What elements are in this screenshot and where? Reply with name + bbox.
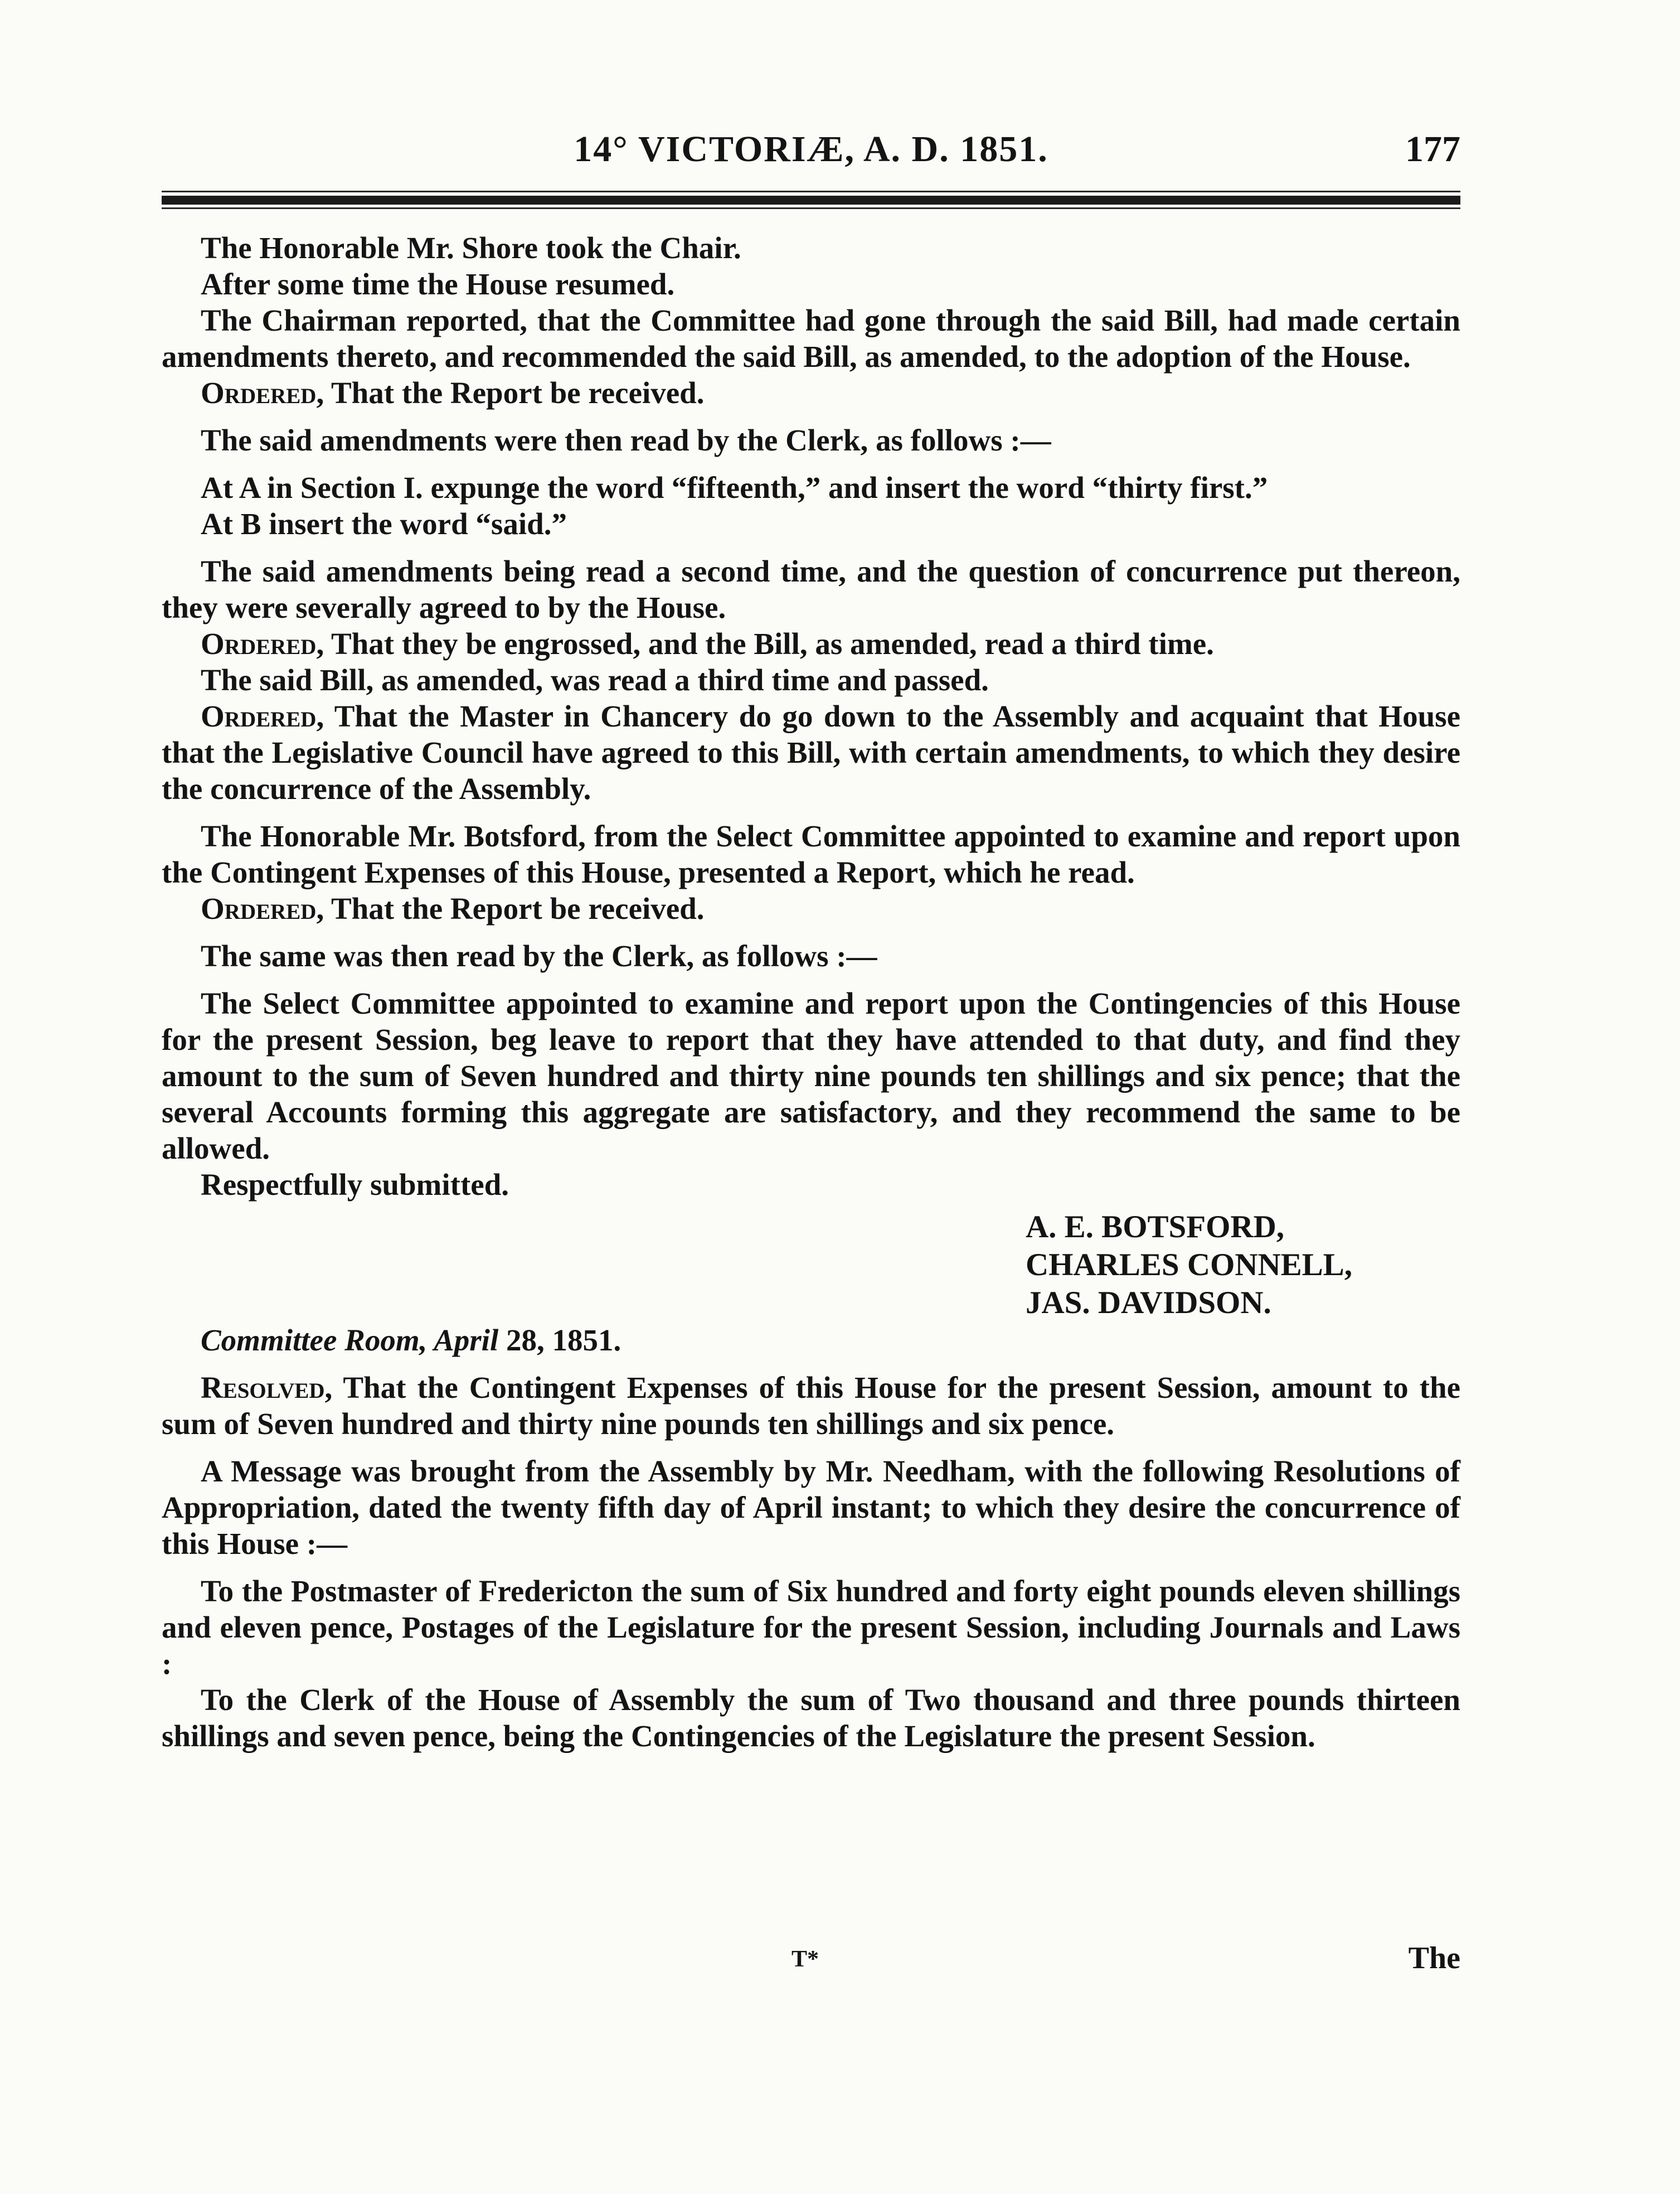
paragraph: The Honorable Mr. Botsford, from the Select Committee appointed to examine and report upon the Contingent Expenses of this House, presented a Report, which he read.	[162, 819, 1460, 889]
paragraph: Ordered, That they be engrossed, and the Bill, as amended, read a third time.	[201, 627, 1214, 661]
paragraph: Ordered, That the Report be received.	[201, 892, 705, 926]
paragraph: A Message was brought from the Assembly by Mr. Needham, with the following Resolutions of Appropriation, dated the twenty fifth day of April instant; to which they desire the concurrence of this House :—	[162, 1454, 1460, 1561]
paragraph: The Chairman reported, that the Committee had gone through the said Bill, had made certain amendments thereto, and recommended the said Bill, as amended, to the adoption of the House.	[162, 303, 1460, 374]
page-number: 177	[1405, 129, 1460, 169]
ordered-lead: Ordered,	[201, 627, 324, 661]
paragraph: To the Clerk of the House of Assembly the sum of Two thousand and three pounds thirteen shillings and seven pence, being the Contingencies of the Legislature the present Session.	[162, 1683, 1460, 1753]
paragraph: The same was then read by the Clerk, as follows :—	[201, 939, 877, 973]
signer: A. E. BOTSFORD,	[1026, 1209, 1284, 1244]
running-head: 14° VICTORIÆ, A. D. 1851.	[574, 129, 1048, 169]
header-rule-thin-bottom	[162, 207, 1460, 209]
report-dateline	[162, 1322, 1460, 1358]
paragraph: Resolved, That the Contingent Expenses of this House for the present Session, amount to the sum of Seven hundred and thirty nine pounds ten shillings and six pence.	[162, 1370, 1460, 1441]
respectfully-submitted: Respectfully submitted.	[201, 1168, 509, 1202]
paragraph: At B insert the word “said.”	[201, 507, 567, 541]
paragraph: Ordered, That the Report be received.	[201, 376, 705, 410]
page-footer	[162, 1940, 1460, 1985]
resolved-lead: Resolved,	[201, 1370, 333, 1404]
page-header	[162, 128, 1460, 173]
committee-signers	[1026, 1208, 1460, 1322]
header-rule	[162, 191, 1460, 210]
header-rule-thick	[162, 196, 1460, 205]
paragraph: Ordered, That the Master in Chancery do go down to the Assembly and acquaint that House that the Legislative Council have agreed to this Bill, with certain amendments, to which they desire the concurrence of the Assembly.	[162, 699, 1460, 806]
paragraph: After some time the House resumed.	[201, 267, 675, 301]
header-rule-thin-top	[162, 191, 1460, 192]
ordered-lead: Ordered,	[201, 892, 324, 926]
catchword: The	[1408, 1941, 1460, 1975]
date-rest: 28, 1851.	[498, 1323, 621, 1357]
signer: CHARLES CONNELL,	[1026, 1247, 1352, 1282]
ordered-lead: Ordered,	[201, 699, 324, 733]
journal-body	[162, 230, 1460, 1754]
signer: JAS. DAVIDSON.	[1026, 1285, 1271, 1320]
paragraph: To the Postmaster of Fredericton the sum of Six hundred and forty eight pounds eleven shillings and eleven pence, Postages of the Legislature for the present Session, including Journals and Laws :	[162, 1574, 1460, 1680]
paragraph: The said Bill, as amended, was read a third time and passed.	[201, 663, 989, 697]
date-place: Committee Room, April	[201, 1323, 499, 1357]
paragraph: The Select Committee appointed to examine and report upon the Contingencies of this House for the present Session, beg leave to report that they have attended to that duty, and find they amount to the sum of Seven hundred and thirty nine pounds ten shillings and six pence; that the several Accounts forming this aggregate are satisfactory, and they recommend the same to be allowed.	[162, 986, 1460, 1165]
paragraph: At A in Section I. expunge the word “fifteenth,” and insert the word “thirty first.”	[201, 471, 1268, 505]
paragraph: The Honorable Mr. Shore took the Chair.	[201, 231, 741, 265]
paragraph: The said amendments being read a second time, and the question of concurrence put thereon, they were severally agreed to by the House.	[162, 554, 1460, 624]
signature-mark: T*	[792, 1946, 819, 1972]
paragraph: The said amendments were then read by the Clerk, as follows :—	[201, 423, 1051, 457]
ordered-lead: Ordered,	[201, 376, 324, 410]
